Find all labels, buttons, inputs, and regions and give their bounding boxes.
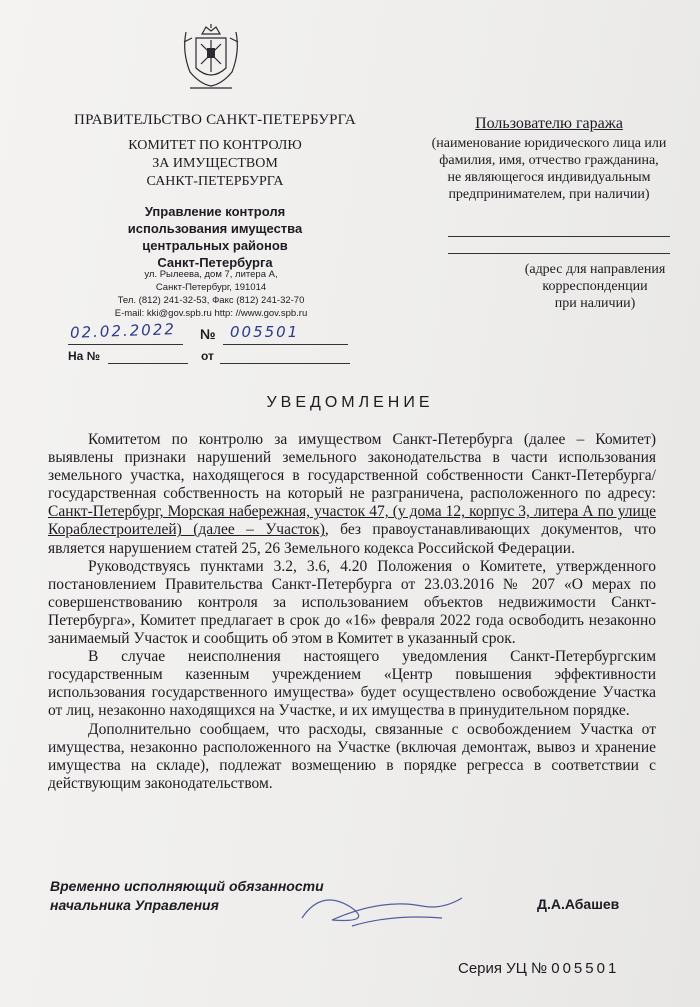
note-line: (наименование юридического лица или <box>431 136 667 151</box>
recipient-title: Пользователю гаража <box>475 115 623 132</box>
position-line: Временно исполняющий обязанности <box>50 878 324 894</box>
reply-date-line <box>220 363 350 364</box>
series-label: Серия УЦ № <box>458 960 548 977</box>
coat-of-arms-icon <box>180 22 242 92</box>
number-underline <box>223 344 348 345</box>
position-line: начальника Управления <box>50 897 219 913</box>
outgoing-date: 02.02.2022 <box>69 320 177 342</box>
sender-address <box>96 268 326 320</box>
series-number: 005501 <box>551 960 620 977</box>
notice-body <box>48 431 656 793</box>
committee-name <box>60 137 370 191</box>
paragraph <box>48 431 656 558</box>
department-line: Управление контроля <box>144 204 286 219</box>
signer-position <box>50 877 324 915</box>
department-name <box>60 203 370 271</box>
phone-line: Тел. (812) 241-32-53, Факс (812) 241-32-70 <box>117 295 305 306</box>
committee-line: КОМИТЕТ ПО КОНТРОЛЮ <box>128 138 302 153</box>
recipient-block <box>415 115 683 203</box>
committee-line: САНКТ-ПЕТЕРБУРГА <box>146 174 284 189</box>
committee-line: ЗА ИМУЩЕСТВОМ <box>152 156 278 171</box>
department-line: Санкт-Петербурга <box>157 255 273 270</box>
paragraph: Руководствуясь пунктами 3.2, 3.6, 4.20 Положения о Комитете, утвержденного постановлением Правительства Санкт-Петербурга от 23.03.2016 № 207 «О мерах по совершенствованию контроля за использованием объектов недвижимости Санкт-Петербурга», Комитет предлагает в срок до «16» февраля 2022 года освободить незаконно занимаемый Участок и сообщить об этом в Комитет в указанный срок. <box>48 557 656 648</box>
paragraph: Дополнительно сообщаем, что расходы, связанные с освобождением Участка от имущества, незаконно расположенного на Участке (включая демонтаж, вывоз и хранение имущества на складе), подлежат возмещению в порядке регресса в соответствии с действующим законодательством. <box>48 720 656 792</box>
sender-header <box>60 112 370 271</box>
address-note <box>505 261 685 312</box>
note-line: фамилия, имя, отчество гражданина, <box>439 153 659 168</box>
number-sign: № <box>200 326 216 342</box>
reply-number-line <box>108 363 188 364</box>
handwritten-signature <box>292 878 472 938</box>
form-series <box>458 960 619 977</box>
paragraph: В случае неисполнения настоящего уведомления Санкт-Петербургским государственным казенным учреждением «Центр повышения эффективности использования государственного имущества» будет осуществлено освобождение Участка от лиц, незаконно находящихся на Участке, и их имущества в принудительном порядке. <box>48 648 656 720</box>
date-underline <box>68 344 183 345</box>
note-line: при наличии) <box>554 296 636 311</box>
paragraph-text: , без правоустанавливающих документов, что является нарушением статей 25, 26 Земельного кодекса Российской Федерации. <box>48 521 656 557</box>
outgoing-number: 005501 <box>230 323 300 341</box>
signer-name: Д.А.Абашев <box>537 896 620 912</box>
note-line: корреспонденции <box>542 279 648 294</box>
reply-date-label: от <box>201 349 214 363</box>
address-line: Санкт-Петербург, 191014 <box>155 282 267 293</box>
recipient-blank-line <box>448 236 670 237</box>
plot-address: Санкт-Петербург, Морская набережная, участок 47, (у дома 12, корпус 3, литера А по улице Кораблестроителей) (далее – Участок) <box>48 503 656 539</box>
recipient-blank-line <box>448 253 670 254</box>
government-name: ПРАВИТЕЛЬСТВО САНКТ-ПЕТЕРБУРГА <box>74 112 356 128</box>
note-line: (адрес для направления <box>524 262 666 277</box>
department-line: использования имущества <box>127 221 303 236</box>
recipient-note <box>415 135 683 203</box>
paragraph-text: Комитетом по контролю за имуществом Санкт-Петербурга (далее – Комитет) выявлены признаки нарушений земельного законодательства в части использования земельного участка, находящегося в государственной собственности Санкт-Петербурга/государственная собственность на который не разграничена, расположенного по адресу: <box>48 431 656 503</box>
address-line: ул. Рылеева, дом 7, литера А, <box>144 269 278 280</box>
department-line: центральных районов <box>142 238 288 253</box>
document-title: УВЕДОМЛЕНИЕ <box>266 394 434 411</box>
note-line: не являющегося индивидуальным <box>447 170 651 185</box>
reply-reference-row <box>68 347 368 369</box>
reply-number-label: На № <box>68 349 101 363</box>
email-line: E-mail: kki@gov.spb.ru http: //www.gov.spb.ru <box>114 308 308 319</box>
note-line: предпринимателем, при наличии) <box>448 187 650 202</box>
outgoing-number-row <box>68 322 358 346</box>
